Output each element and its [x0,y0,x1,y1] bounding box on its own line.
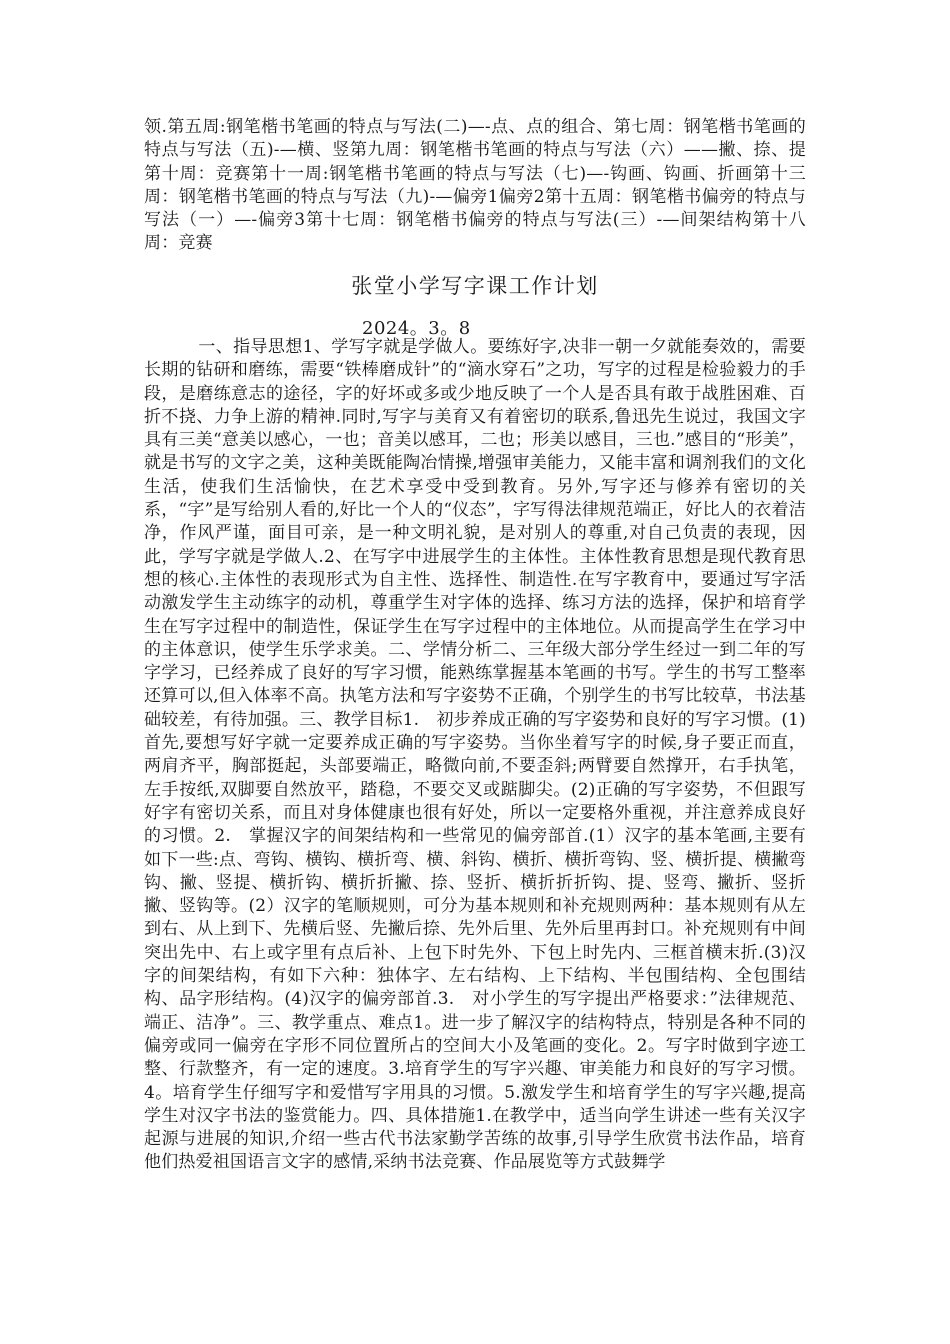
document-date: 2024。3。8 [362,318,471,339]
body-paragraph: 一、指导思想1、学写字就是学做人。要练好字,决非一朝一夕就能奏效的，需要长期的钻研和磨练，需要“铁棒磨成针”的“滴水穿石”之功，写字的过程是检验毅力的手段，是磨练意志的途径，字的好坏或多或少地反映了一个人是否具有敢于战胜困难、百折不挠、力争上游的精神.同时,写字与美育又有着密切的联系,鲁迅先生说过，我国文字具有三美“意美以感心，一也；音美以感耳，二也；形美以感目，三也.”感目的“形美”，就是书写的文字之美，这种美既能陶冶情操,增强审美能力，又能丰富和调剂我们的文化生活，使我们生活愉快，在艺术享受中受到教育。另外,写字还与修养有密切的关系，“字”是写给别人看的,好比一个人的“仪态”，字写得法律规范端正，好比人的衣着洁净，作风严谨，面目可亲，是一种文明礼貌，是对别人的尊重,对自己负责的表现，因此，学写字就是学做人.2、在写字中进展学生的主体性。主体性教育思想是现代教育思想的核心.主体性的表现形式为自主性、选择性、制造性.在写字教育中，要通过写字活动激发学生主动练字的动机，尊重学生对字体的选择、练习方法的选择，保护和培育学生在写字过程中的制造性，保证学生在写字过程中的主体地位。从而提高学生在学习中的主体意识，使学生乐学求美。二、学情分析二、三年级大部分学生经过一到二年的写字学习，已经养成了良好的写字习惯，能熟练掌握基本笔画的书写。学生的书写工整率还算可以,但入体率不高。执笔方法和写字姿势不正确，个别学生的书写比较草，书法基础较差，有待加强。三、教学目标1. 初步养成正确的写字姿势和良好的写字习惯。(1)首先,要想写好字就一定要养成正确的写字姿势。当你坐着写字的时候,身子要正而直，两肩齐平，胸部挺起，头部要端正，略微向前,不要歪斜;两臂要自然撑开，右手执笔，左手按纸,双脚要自然放平，踏稳，不要交叉或踮脚尖。(2)正确的写字姿势，不但跟写好字有密切关系，而且对身体健康也很有好处，所以一定要格外重视，并注意养成良好的习惯。2. 掌握汉字的间架结构和一些常见的偏旁部首.(1）汉字的基本笔画,主要有如下一些:点、弯钩、横钩、横折弯、横、斜钩、横折、横折弯钩、竖、横折提、横撇弯钩、撇、竖提、横折钩、横折折撇、捺、竖折、横折折折钩、提、竖弯、撇折、竖折撇、竖钩等。(2）汉字的笔顺规则，可分为基本规则和补充规则两种：基本规则有从左到右、从上到下、先横后竖、先撇后捺、先外后里、先外后里再封口。补充规则有中间突出先中、右上或字里有点后补、上包下时先外、下包上时先内、三框首横末折.(3)汉字的间架结构，有如下六种：独体字、左右结构、上下结构、半包围结构、全包围结构、品字形结构。(4)汉字的偏旁部首.3. 对小学生的写字提出严格要求：”法律规范、端正、洁净”。三、教学重点、难点1。进一步了解汉字的结构特点，特别是各种不同的偏旁或同一偏旁在字形不同位置所占的空间大小及笔画的变化。2。写字时做到字迹工整、行款整齐，有一定的速度。3.培育学生的写字兴趣、审美能力和良好的写字习惯。4。培育学生仔细写字和爱惜写字用具的习惯。5.激发学生和培育学生的写字兴趣,提高学生对汉字书法的鉴赏能力。四、具体措施1.在教学中，适当向学生讲述一些有关汉字起源与进展的知识,介绍一些古代书法家勤学苦练的故事,引导学生欣赏书法作品，培育他们热爱祖国语言文字的感情,采纳书法竞赛、作品展览等方式鼓舞学 [144,337,806,1173]
intro-paragraph: 领.第五周:钢笔楷书笔画的特点与写法(二)—-点、点的组合、第七周：钢笔楷书笔画的特点与写法（五)-—横、竖第九周：钢笔楷书笔画的特点与写法（六）——撇、捺、提第十周：竞赛第十一周:钢笔楷书笔画的特点与写法（七)—-钩画、钩画、折画第十三周：钢笔楷书笔画的特点与写法（九)-—偏旁1偏旁2第十五周：钢笔楷书偏旁的特点与写法（一）—-偏旁3第十七周：钢笔楷书偏旁的特点与写法(三）-—间架结构第十八周：竞赛 [144,117,806,254]
document-title: 张堂小学写字课工作计划 [351,274,599,298]
